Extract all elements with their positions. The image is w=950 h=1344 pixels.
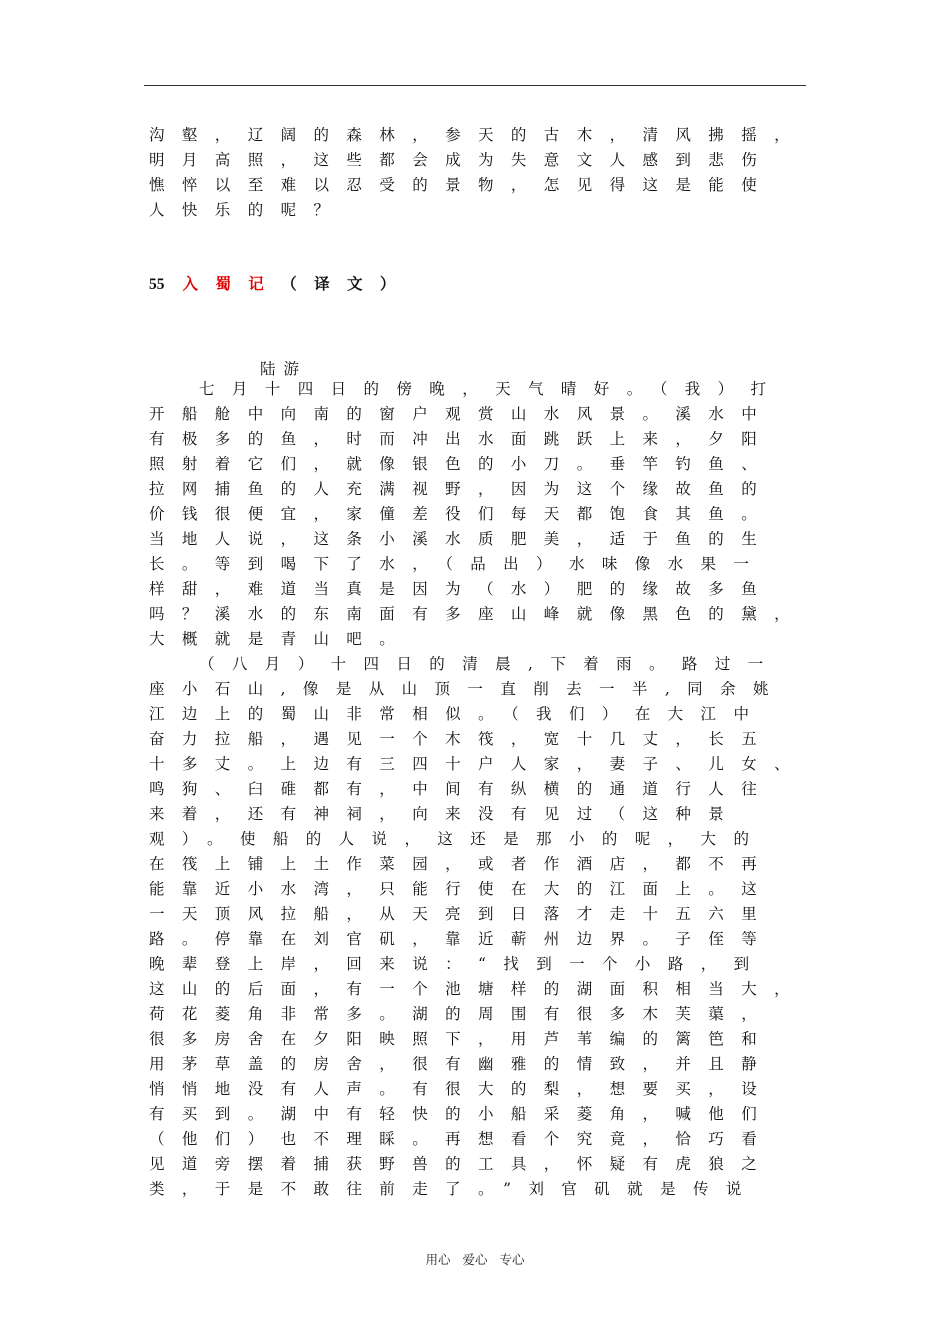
- text-line: 很多房舍在夕阳映照下，用芦苇编的篱笆和: [149, 1030, 775, 1048]
- text-line: 类，于是不敢往前走了。”刘官矶就是传说: [149, 1180, 759, 1198]
- text-line: 照射着它们，就像银色的小刀。垂竿钓鱼、: [149, 455, 775, 473]
- text-line: 憔悴以至难以忍受的景物，怎见得这是能使: [149, 176, 775, 194]
- text-line: 座小石山,像是从山顶一直削去一半,同余姚: [149, 680, 786, 698]
- text-line: 在筏上铺上土作菜园，或者作酒店，都不再: [149, 855, 775, 873]
- text-line: 有极多的鱼，时而冲出水面跳跃上来，夕阳: [149, 430, 775, 448]
- text-line: 沟壑，辽阔的森林，参天的古木，清风拂摇，: [149, 126, 808, 144]
- text-line: 荷花菱角非常多。湖的周围有很多木芙蕖，: [149, 1005, 775, 1023]
- text-line: 吗？溪水的东南面有多座山峰就像黑色的黛，: [149, 605, 808, 623]
- text-line: 十多丈。上边有三四十户人家，妻子、儿女、: [149, 755, 808, 773]
- text-line: 晚辈登上岸，回来说：“找到一个小路，到: [149, 955, 767, 973]
- text-line: 这山的后面，有一个池塘样的湖面积相当大，: [149, 980, 808, 998]
- text-line: 一天顶风拉船，从天亮到日落才走十五六里: [149, 905, 775, 923]
- section-number: 55: [149, 276, 165, 293]
- text-line: 路。停靠在刘官矶，靠近蕲州边界。子侄等: [149, 930, 775, 948]
- text-line: 能靠近小水湾，只能行使在大的江面上。这: [149, 880, 775, 898]
- text-line: 样甜，难道当真是因为（水）肥的缘故多鱼: [149, 580, 775, 598]
- section-title: 入蜀记: [182, 274, 282, 293]
- text-line: 有买到。湖中有轻快的小船采菱角，喊他们: [149, 1105, 775, 1123]
- section-heading: [149, 272, 413, 294]
- text-line: 悄悄地没有人声。有很大的梨，想要买，设: [149, 1080, 775, 1098]
- text-line: 七月十四日的傍晚，天气晴好。（我）打: [199, 380, 784, 398]
- text-line: 用茅草盖的房舍，很有幽雅的情致，并且静: [149, 1055, 775, 1073]
- text-line: 奋力拉船，遇见一个木筏，宽十几丈，长五: [149, 730, 775, 748]
- text-line: 人快乐的呢？: [149, 201, 347, 219]
- text-line: 开船舱中向南的窗户观赏山水风景。溪水中: [149, 405, 775, 423]
- header-rule: [144, 85, 806, 86]
- section-subtitle: （译文）: [281, 274, 413, 293]
- text-line: 当地人说，这条小溪水质肥美，适于鱼的生: [149, 530, 775, 548]
- footer-text: 爱心: [462, 1252, 488, 1267]
- text-line: 观）。使船的人说，这还是那小的呢，大的: [149, 830, 767, 848]
- text-line: 明月高照，这些都会成为失意文人感到悲伤: [149, 151, 775, 169]
- author-name: 陆游: [260, 360, 308, 378]
- text-line: 价钱很便宜，家僮差役们每天都饱食其鱼。: [149, 505, 775, 523]
- text-line: 长。等到喝下了水，（品出）水味像水果一: [149, 555, 767, 573]
- footer-text: 用心: [425, 1252, 451, 1267]
- text-line: （他们）也不理睬。再想看个究竟，恰巧看: [149, 1130, 775, 1148]
- text-line: 江边上的蜀山非常相似。（我们）在大江中: [149, 705, 767, 723]
- page-footer: [0, 1250, 950, 1268]
- text-line: 大概就是青山吧。: [149, 630, 413, 648]
- text-line: 拉网捕鱼的人充满视野，因为这个缘故鱼的: [149, 480, 775, 498]
- text-line: 见道旁摆着捕获野兽的工具，怀疑有虎狼之: [149, 1155, 775, 1173]
- footer-text: 专心: [499, 1252, 525, 1267]
- text-line: 来着，还有神祠，向来没有见过（这种景: [149, 805, 742, 823]
- text-line: （八月）十四日的清晨,下着雨。路过一: [199, 655, 781, 673]
- text-line: 鸣狗、臼碓都有，中间有纵横的通道行人往: [149, 780, 775, 798]
